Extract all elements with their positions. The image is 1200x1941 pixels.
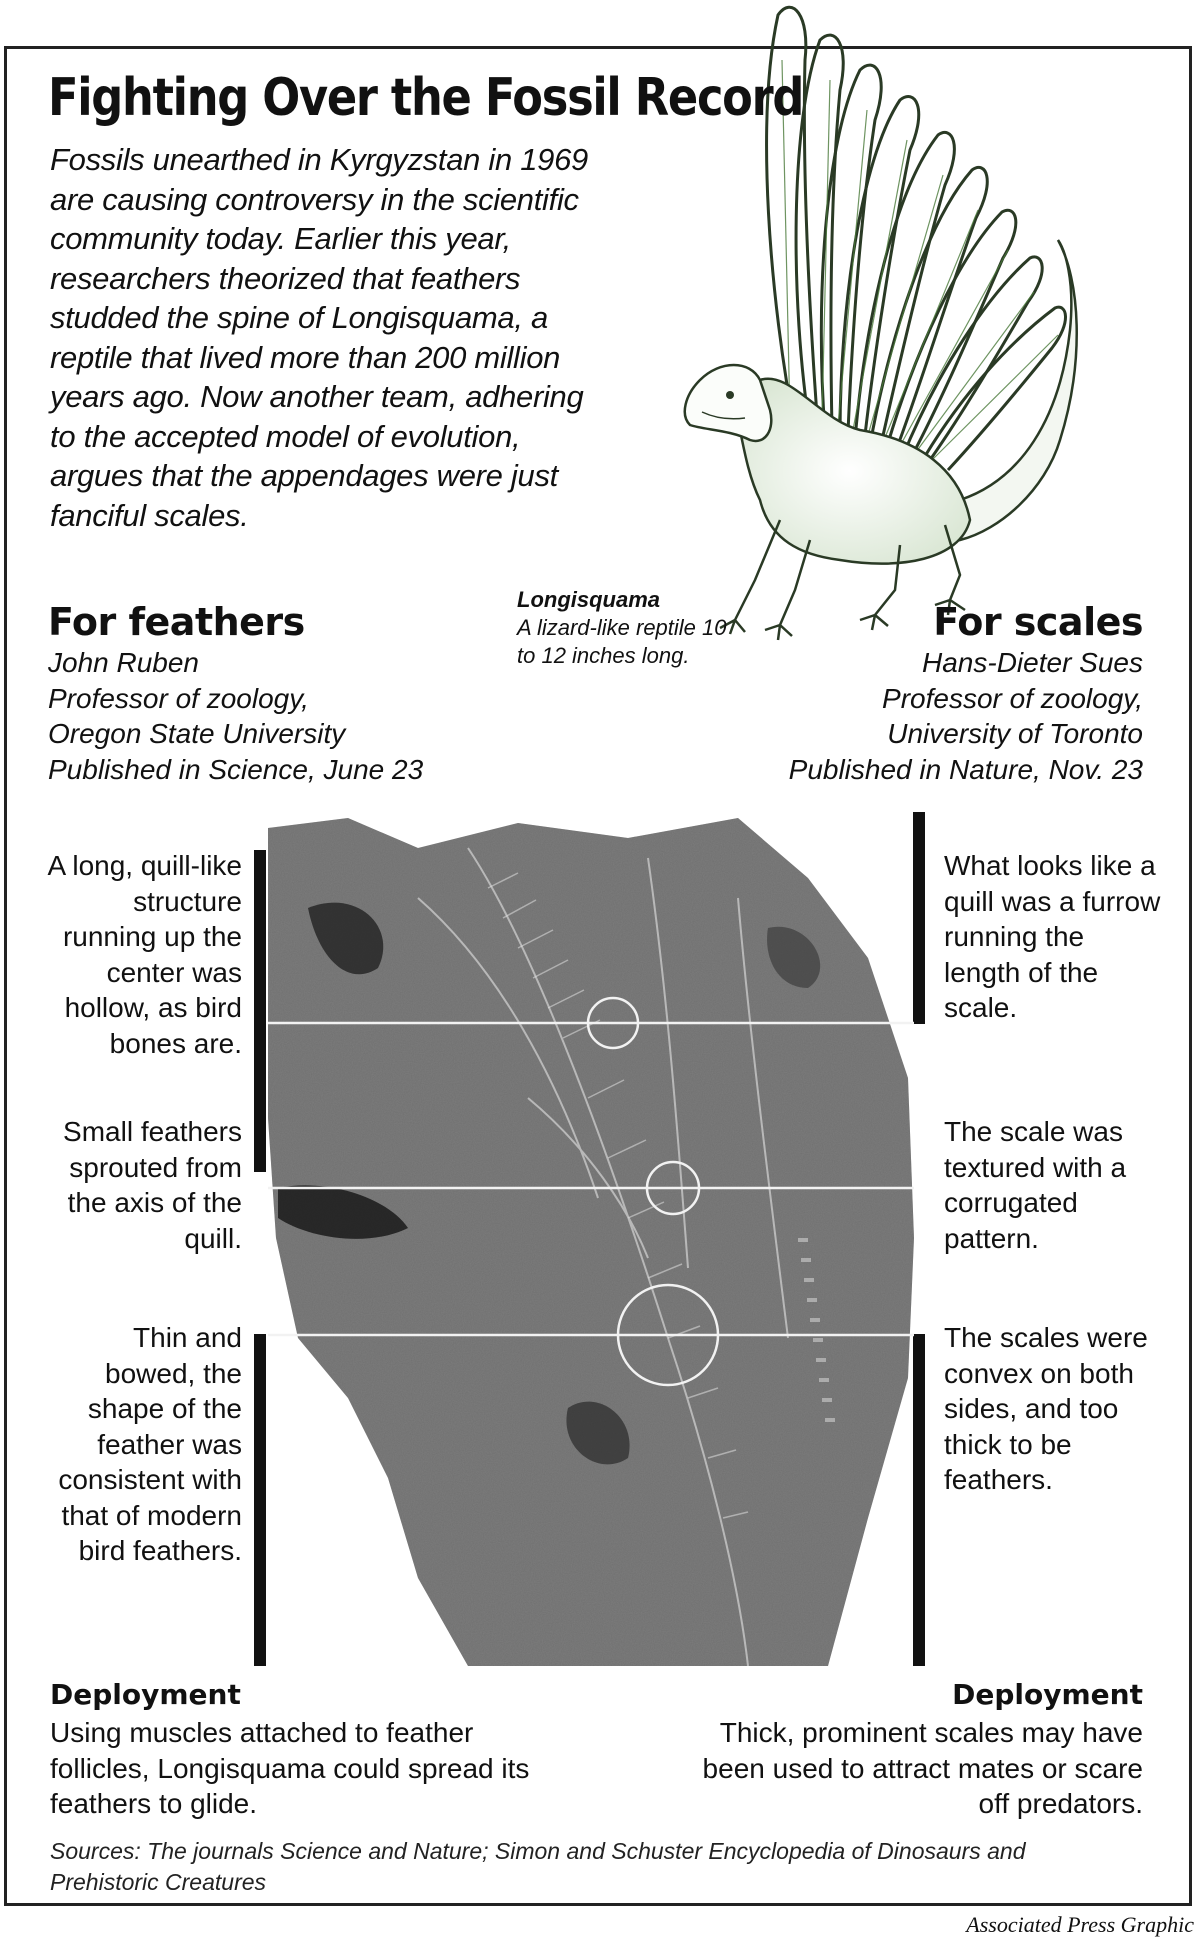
fossil-photo [268,818,914,1666]
feathers-deployment-heading: Deployment [50,1678,241,1711]
species-name: Longisquama [517,587,661,612]
sources-note: Sources: The journals Science and Nature; Simon and Schuster Encyclopedia of Dinosaurs and Prehistoric Creatures [50,1838,1026,1895]
creature-head [685,365,772,441]
species-caption [517,586,727,670]
species-description: A lizard-like reptile 10 to 12 inches long. [517,615,727,668]
feathers-heading: For feathers [48,600,305,644]
scales-note-3: The scales were convex on both sides, and too thick to be feathers. [944,1322,1148,1495]
left-marker-bar-upper [254,850,266,1172]
scales-note-2: The scale was textured with a corrugated pattern. [944,1116,1127,1254]
creature-front-leg-left [720,520,780,634]
feathers-researcher [48,645,423,787]
scales-note-1: What looks like a quill was a furrow running the length of the scale. [944,850,1161,1023]
creature-front-leg-right [765,540,810,640]
researcher-name: Hans-Dieter Sues [922,647,1143,678]
page-title: Fighting Over the Fossil Record [48,68,804,128]
scales-heading: For scales [933,600,1143,644]
plume-6 [870,167,987,445]
researcher-role: Professor of zoology, [882,682,1143,714]
intro-text: Fossils unearthed in Kyrgyzstan in 1969 are causing controversy in the scientific community today. Earlier this year, researchers theorized that feathers studded the spine of Longisquama, a reptile that lived more than 200 million years ago. Now another team, adhering to the accepted model of evolution, argues that the appendages were just fanciful scales. [50,142,588,533]
researcher-institution: Oregon State University [48,718,346,749]
feathers-note-3: Thin and bowed, the shape of the feather was consistent with that of modern bird feathers. [58,1322,242,1566]
researcher-publication: Published in Science, June 23 [48,753,424,785]
feathers-note-1: A long, quill-like structure running up the center was hollow, as bird bones are. [47,850,242,1059]
researcher-institution: University of Toronto [887,718,1143,749]
right-marker-bar-lower [913,1334,925,1666]
graphic-credit: Associated Press Graphic [966,1912,1194,1937]
researcher-role: Professor of zoology, [48,682,309,714]
scales-deployment-heading: Deployment [952,1678,1143,1711]
researcher-publication: Published in Nature, Nov. 23 [788,753,1143,785]
researcher-name: John Ruben [48,647,200,678]
left-marker-bar-lower [254,1334,266,1666]
plume-8 [902,257,1042,460]
right-marker-bar-upper [913,812,925,1024]
scales-researcher [789,645,1143,787]
scales-deployment-text: Thick, prominent scales may have been used to attract mates or scare off predators. [702,1717,1143,1819]
creature-eye [726,391,734,399]
feathers-deployment-text: Using muscles attached to feather follicles, Longisquama could spread its feathers to glide. [50,1717,530,1819]
feathers-note-2: Small feathers sprouted from the axis of the quill. [63,1116,242,1254]
